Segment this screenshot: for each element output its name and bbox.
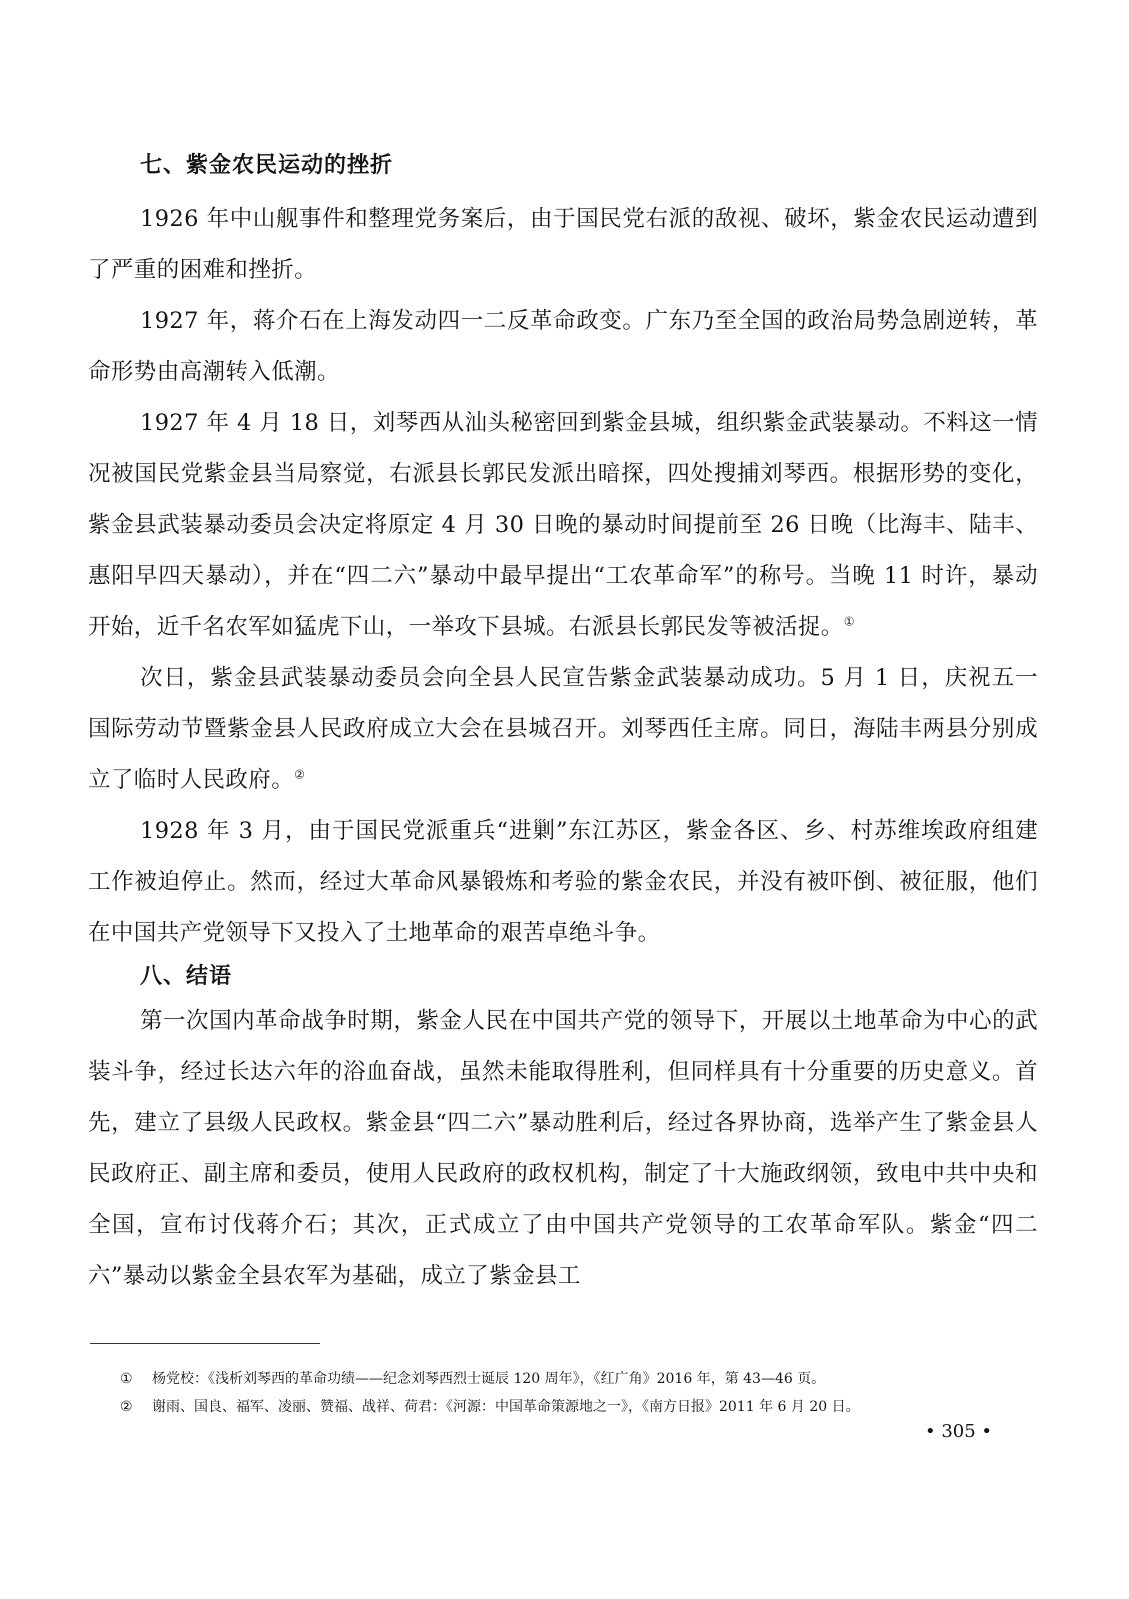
footnote-1 bbox=[120, 1365, 1020, 1393]
footnote-2-mark: ② bbox=[120, 1399, 133, 1415]
paragraph-6: 第一次国内革命战争时期，紫金人民在中国共产党的领导下，开展以土地革命为中心的武装斗争，经过长达六年的浴血奋战，虽然未能取得胜利，但同样具有十分重要的历史意义。首先，建立了县级人民政权。紫金县“四二六”暴动胜利后，经过各界协商，选举产生了紫金县人民政府正、副主席和委员，使用人民政府的政权机构，制定了十大施政纲领，致电中共中央和全国，宣布讨伐蒋介石；其次，正式成立了由中国共产党领导的工农革命军队。紫金“四二六”暴动以紫金全县农军为基础，成立了紫金县工 bbox=[88, 1008, 1038, 1289]
footnote-2-text: 谢雨、国良、福军、凌丽、赞福、战祥、荷君：《河源：中国革命策源地之一》，《南方日报》2011 年 6 月 20 日。 bbox=[152, 1399, 860, 1415]
footnote-divider bbox=[90, 1343, 320, 1344]
paragraph-3 bbox=[88, 398, 1038, 653]
footnote-ref-2[interactable]: ② bbox=[294, 767, 306, 782]
paragraph-2: 1927 年，蒋介石在上海发动四一二反革命政变。广东乃至全国的政治局势急剧逆转，革命形势由高潮转入低潮。 bbox=[88, 308, 1038, 385]
section-heading-7: 七、紫金农民运动的挫折 bbox=[140, 153, 394, 178]
paragraph-3-text: 1927 年 4 月 18 日，刘琴西从汕头秘密回到紫金县城，组织紫金武装暴动。不料这一情况被国民党紫金县当局察觉，右派县长郭民发派出暗探，四处搜捕刘琴西。根据形势的变化，紫金县武装暴动委员会决定将原定 4 月 30 日晚的暴动时间提前至 26 日晚（比海丰、陆丰、惠阳早四天暴动），并在“四二六”暴动中最早提出“工农革命军”的称号。当晚 11 时许，暴动开始，近千名农军如猛虎下山，一举攻下县城。右派县长郭民发等被活捉。 bbox=[88, 410, 1038, 640]
paragraph-1: 1926 年中山舰事件和整理党务案后，由于国民党右派的敌视、破坏，紫金农民运动遭到了严重的困难和挫折。 bbox=[88, 206, 1038, 283]
footnote-1-mark: ① bbox=[120, 1371, 133, 1387]
footnote-ref-1[interactable]: ① bbox=[843, 614, 855, 629]
main-text bbox=[88, 150, 1038, 1302]
footnote-1-text: 杨党校：《浅析刘琴西的革命功绩——纪念刘琴西烈士诞辰 120 周年》，《红广角》2016 年，第 43—46 页。 bbox=[152, 1371, 826, 1387]
paragraph-4 bbox=[88, 653, 1038, 806]
footnotes bbox=[120, 1365, 1020, 1421]
section-heading-8: 八、结语 bbox=[140, 964, 233, 989]
paragraph-4-text: 次日，紫金县武装暴动委员会向全县人民宣告紫金武装暴动成功。5 月 1 日，庆祝五一国际劳动节暨紫金县人民政府成立大会在县城召开。刘琴西任主席。同日，海陆丰两县分别成立了临时人民政府。 bbox=[88, 665, 1038, 793]
footnote-2 bbox=[120, 1393, 1020, 1421]
page-number: • 305 • bbox=[925, 1421, 993, 1442]
paragraph-5: 1928 年 3 月，由于国民党派重兵“进剿”东江苏区，紫金各区、乡、村苏维埃政府组建工作被迫停止。然而，经过大革命风暴锻炼和考验的紫金农民，并没有被吓倒、被征服，他们在中国共产党领导下又投入了土地革命的艰苦卓绝斗争。 bbox=[88, 818, 1038, 946]
